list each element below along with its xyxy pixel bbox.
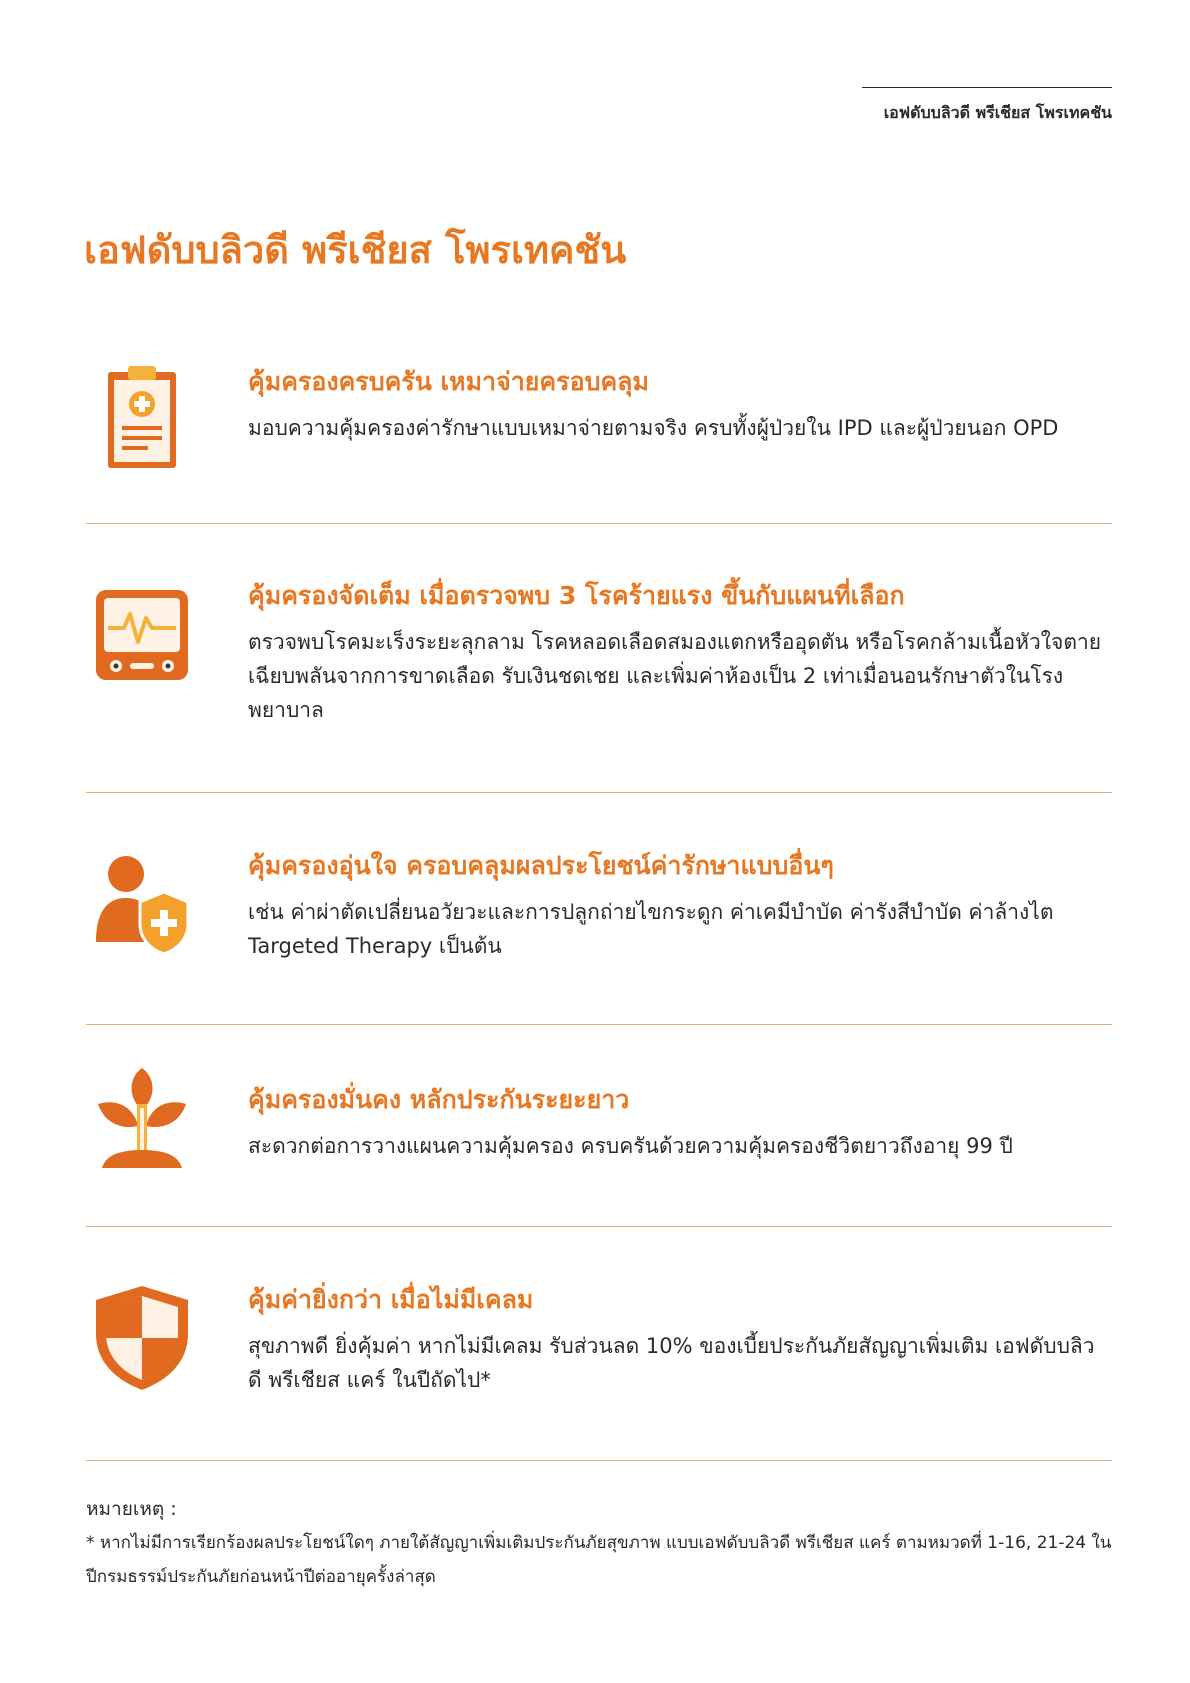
clipboard-medical-icon <box>92 364 192 474</box>
plant-sprout-icon <box>92 1064 192 1174</box>
section-divider <box>86 1226 1112 1227</box>
heart-monitor-icon <box>92 578 192 688</box>
feature-description: ตรวจพบโรคมะเร็งระยะลุกลาม โรคหลอดเลือดสมองแตกหรืออุดตัน หรือโรคกล้ามเนื้อหัวใจตายเฉียบพลันจากการขาดเลือด รับเงินชดเชย และเพิ่มค่าห้องเป็น 2 เท่าเมื่อนอนรักษาตัวในโรงพยาบาล <box>248 629 1102 722</box>
header-rule <box>862 87 1112 88</box>
feature-title: คุ้มครองอุ่นใจ ครอบคลุมผลประโยชน์ค่ารักษาแบบอื่นๆ <box>248 851 834 880</box>
feature-title: คุ้มครองครบครัน เหมาจ่ายครอบคลุม <box>248 367 649 396</box>
footnote-title: หมายเหตุ : <box>86 1498 177 1520</box>
feature-description: มอบความคุ้มครองค่ารักษาแบบเหมาจ่ายตามจริง ครบทั้งผู้ป่วยใน IPD และผู้ป่วยนอก OPD <box>248 415 1059 440</box>
page-title: เอฟดับบลิวดี พรีเชียส โพรเทคชัน <box>84 228 627 272</box>
feature-description: สุขภาพดี ยิ่งคุ้มค่า หากไม่มีเคลม รับส่วนลด 10% ของเบี้ยประกันภัยสัญญาเพิ่มเติม เอฟดับบลิวดี พรีเชียส แคร์ ในปีถัดไป* <box>248 1333 1095 1392</box>
person-shield-icon <box>92 848 192 958</box>
section-divider <box>86 1460 1112 1461</box>
footnote <box>86 1492 1112 1594</box>
feature-description: เช่น ค่าผ่าตัดเปลี่ยนอวัยวะและการปลูกถ่ายไขกระดูก ค่าเคมีบำบัด ค่ารังสีบำบัด ค่าล้างไต Targeted Therapy เป็นต้น <box>248 899 1054 958</box>
header-brand-text: เอฟดับบลิวดี พรีเชียส โพรเทคชัน <box>883 103 1112 122</box>
shield-icon <box>92 1282 192 1392</box>
section-divider <box>86 523 1112 524</box>
footnote-text: * หากไม่มีการเรียกร้องผลประโยชน์ใดๆ ภายใต้สัญญาเพิ่มเติมประกันภัยสุขภาพ แบบเอฟดับบลิวดี พรีเชียส แคร์ ตามหมวดที่ 1-16, 21-24 ในปีกรมธรรม์ประกันภัยก่อนหน้าปีต่ออายุครั้งล่าสุด <box>86 1533 1112 1587</box>
feature-title: คุ้มค่ายิ่งกว่า เมื่อไม่มีเคลม <box>248 1285 534 1314</box>
section-divider <box>86 792 1112 793</box>
section-divider <box>86 1024 1112 1025</box>
feature-title: คุ้มครองมั่นคง หลักประกันระยะยาว <box>248 1085 630 1114</box>
feature-description: สะดวกต่อการวางแผนความคุ้มครอง ครบครันด้วยความคุ้มครองชีวิตยาวถึงอายุ 99 ปี <box>248 1133 1013 1158</box>
feature-title: คุ้มครองจัดเต็ม เมื่อตรวจพบ 3 โรคร้ายแรง ขึ้นกับแผนที่เลือก <box>248 581 905 610</box>
